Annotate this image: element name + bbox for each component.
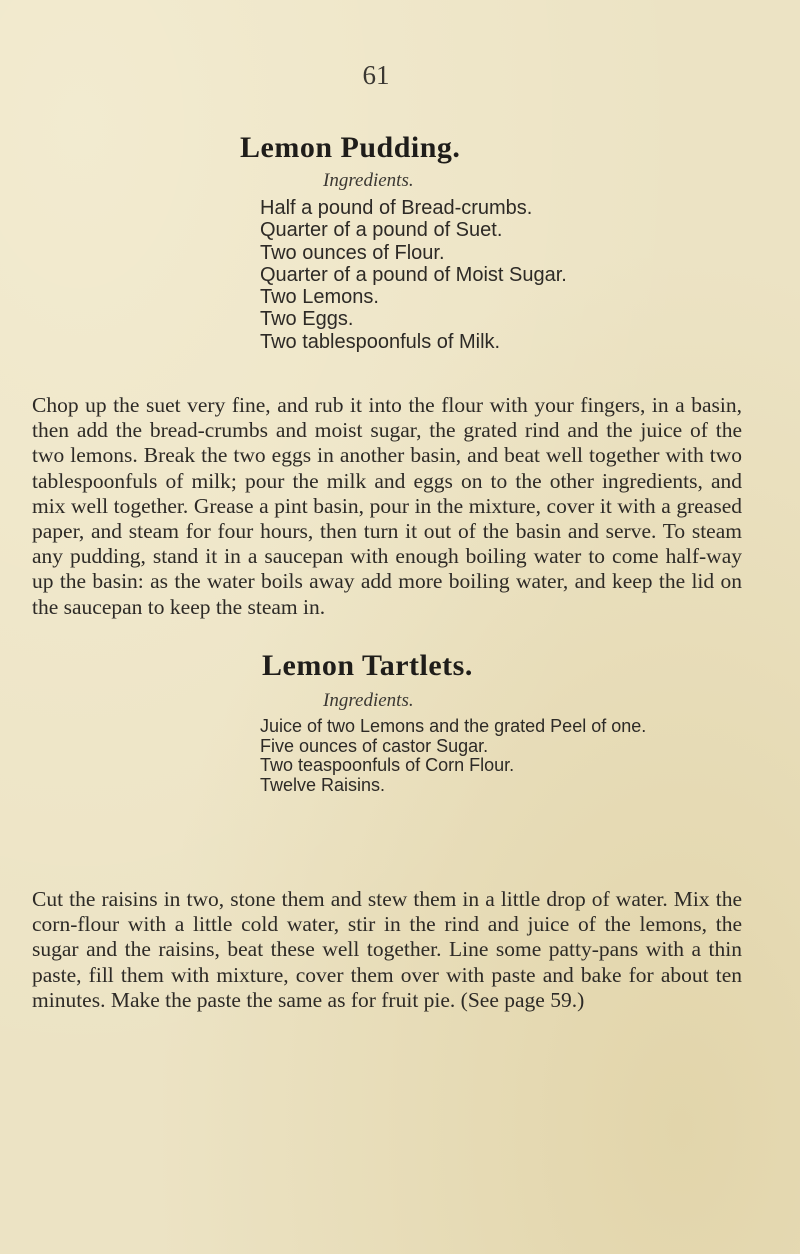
ingredient-list	[260, 197, 567, 353]
ingredient-list	[260, 717, 646, 795]
ingredient-item: Two teaspoonfuls of Corn Flour.	[260, 755, 515, 775]
ingredients-label: Ingredients.	[323, 170, 414, 191]
ingredient-item: Two Eggs.	[260, 308, 354, 331]
page-number: 61	[362, 60, 390, 90]
ingredient-item: Five ounces of castor Sugar.	[260, 735, 489, 756]
recipe-method: Chop up the suet very fine, and rub it into the flour with your fingers, in a basin, then add the bread-crumbs and moist sugar, the grated rind and the juice of the two lemons. Break the two eggs in another basin, and beat well together with two tablespoonfuls of milk; pour the milk and eggs on to the other ingredients, and mix well together. Grease a pint basin, pour in the mixture, cover it with a greased paper, and steam for four hours, then turn it out of the basin and serve. To steam any pudding, stand it in a saucepan with enough boiling water to come half-way up the basin: as the water boils away add more boiling water, and keep the lid on the saucepan to keep the steam in.	[32, 393, 742, 619]
ingredient-item: Twelve Raisins.	[260, 774, 386, 795]
recipe-method: Cut the raisins in two, stone them and stew them in a little drop of water. Mix the corn-flour with a little cold water, stir in the rind and juice of the lemons, the sugar and the raisins, beat these well together. Line some patty-pans with a thin paste, fill them with mixture, cover them over with paste and bake for about ten minutes. Make the paste the same as for fruit pie. (See page 59.)	[32, 887, 742, 1012]
recipe-title-lemon-tartlets: Lemon Tartlets.	[262, 649, 473, 682]
ingredient-item: Half a pound of Bread-crumbs.	[260, 197, 533, 219]
ingredient-item: Quarter of a pound of Moist Sugar.	[260, 263, 567, 286]
ingredients-label: Ingredients.	[323, 690, 414, 711]
ingredient-item: Two ounces of Flour.	[260, 241, 445, 264]
ingredient-item: Quarter of a pound of Suet.	[260, 219, 503, 242]
ingredient-item: Juice of two Lemons and the grated Peel of one.	[260, 716, 647, 736]
ingredient-item: Two tablespoonfuls of Milk.	[260, 330, 501, 353]
recipe-title-lemon-pudding: Lemon Pudding.	[240, 131, 461, 164]
ingredient-item: Two Lemons.	[260, 286, 379, 309]
